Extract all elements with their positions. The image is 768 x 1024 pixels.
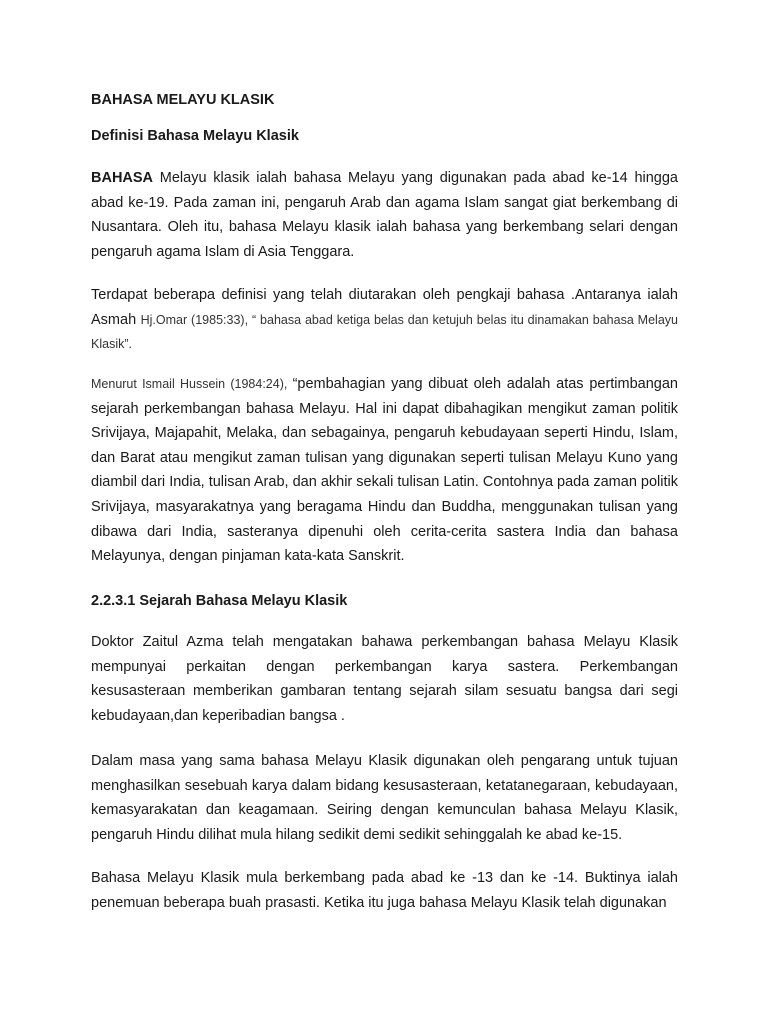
paragraph-text: “pembahagian yang dibuat oleh adalah atas pertimbangan sejarah perkembangan bahasa Melayu. Hal ini dapat dibahagikan mengikut zaman politik Srivijaya, Majapahit, Melaka, dan sebagainya, pengaruh kebudayaan seperti Hindu, Islam, dan Barat atau mengikut zaman tulisan yang digunakan seperti tulisan Melayu Kuno yang diambil dari India, tulisan Arab, dan akhir sekali tulisan Latin. Contohnya pada zaman politik Srivijaya, masyarakatnya yang beragama Hindu dan Buddha, menggunakan tulisan yang dibawa dari India, sasteranya dipenuhi oleh cerita-cerita sastera India dan bahasa Melayunya, dengan pinjaman kata-kata Sanskrit. xyxy=(91,376,678,565)
paragraph-prasasti: Bahasa Melayu Klasik mula berkembang pada abad ke -13 dan ke -14. Buktinya ialah penemuan beberapa buah prasasti. Ketika itu juga bahasa Melayu Klasik telah digunakan xyxy=(91,870,678,911)
paragraph-ismail-hussein xyxy=(91,372,678,569)
section-heading: 2.2.3.1 Sejarah Bahasa Melayu Klasik xyxy=(91,593,348,609)
paragraph-quote: Hj.Omar (1985:33), “ bahasa abad ketiga belas dan ketujuh belas itu dinamakan bahasa Melayu Klasik”. xyxy=(91,312,678,352)
paragraph-text: Melayu klasik ialah bahasa Melayu yang digunakan pada abad ke-14 hingga abad ke-19. Pada zaman ini, pengaruh Arab dan agama Islam sangat giat berkembang di Nusantara. Oleh itu, bahasa Melayu klasik ialah bahasa yang berkembang selari dengan pengaruh agama Islam di Asia Tenggara. xyxy=(91,170,678,260)
paragraph-zaitul-azma: Doktor Zaitul Azma telah mengatakan bahawa perkembangan bahasa Melayu Klasik mempunyai perkaitan dengan perkembangan karya sastera. Perkembangan kesusasteraan memberikan gambaran tentang sejarah silam sesuatu bangsa dari segi kebudayaan,dan keperibadian bangsa . xyxy=(91,634,678,724)
paragraph-lead-word: BAHASA xyxy=(91,170,154,186)
definition-heading: Definisi Bahasa Melayu Klasik xyxy=(91,128,299,144)
paragraph-quote: Menurut Ismail Hussein (1984:24), xyxy=(91,377,293,391)
document-title: BAHASA MELAYU KLASIK xyxy=(91,92,275,108)
paragraph-definition xyxy=(91,166,678,264)
paragraph-pengarang: Dalam masa yang sama bahasa Melayu Klasik digunakan oleh pengarang untuk tujuan menghasilkan sesebuah karya dalam bidang kesusasteraan, ketatanegaraan, kebudayaan, kemasyarakatan dan keagamaan. Seiring dengan kemunculan bahasa Melayu Klasik, pengaruh Hindu dilihat mula hilang sedikit demi sedikit sehinggalah ke abad ke-15. xyxy=(91,753,678,843)
paragraph-text: Terdapat beberapa definisi yang telah diutarakan oleh pengkaji bahasa .Antaranya ialah Asmah xyxy=(91,287,678,328)
paragraph-asmah xyxy=(91,283,678,357)
